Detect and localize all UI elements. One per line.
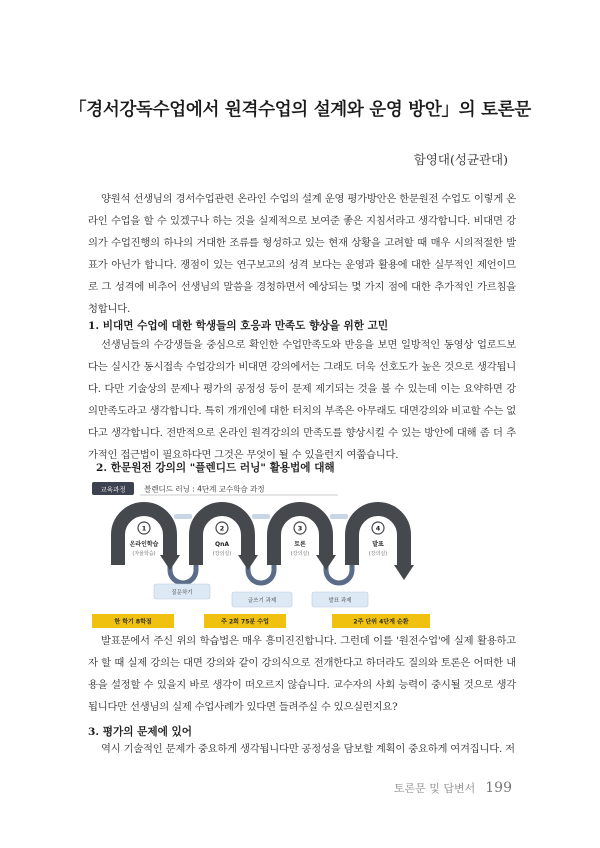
arch-accent-3: [330, 514, 348, 519]
connector-label-2: 글쓰기 과제: [247, 598, 277, 604]
step-1-num: 1: [141, 524, 147, 533]
step-1-name: 온라인학습: [129, 541, 159, 548]
step-4-name: 발표: [372, 541, 384, 548]
section1-heading: 1. 비대면 수업에 대한 학생들의 호응과 만족도 향상을 위한 고민: [88, 320, 389, 332]
bottom-label-2: 주 2회 75분 수업: [221, 618, 269, 626]
step-3-num: 3: [297, 524, 303, 533]
bottom-label-1: 한 학기 8학점: [114, 618, 152, 626]
figure-title: 블렌디드 러닝 : 4단계 교수학습 과정: [144, 484, 265, 494]
section3-paragraph: [88, 738, 516, 760]
arch-accent-1: [174, 514, 192, 519]
figure-tag: 교육과정: [100, 485, 126, 494]
section2-heading: 2. 한문원전 강의의 "플렌디드 러닝" 활용법에 대해: [96, 462, 335, 474]
section2-paragraph: [88, 630, 516, 718]
page-number: 199: [485, 780, 512, 796]
author-name: 함영대(성균관대): [413, 152, 508, 167]
bottom-label-3: 2주 단위 4단계 순환: [353, 618, 409, 626]
footer-label: 토론문 및 답변서: [393, 782, 476, 795]
step-3-name: 토론: [294, 541, 306, 548]
intro-paragraph: [88, 188, 516, 320]
step-2-num: 2: [219, 524, 225, 533]
section1-text: 선생님들의 수강생들을 중심으로 확인한 수업만족도와 반응을 보면 일방적인 동영상 업로드보다는 실시간 동시접속 수업강의가 비대면 강의에서는 그래도 더욱 선호도가 높은 것으로 생각됩니다. 다만 기술상의 문제나 평가의 공정성 등이 문제 제기되는 것을 볼 수 있는데 이는 요약하면 강의만족도라고 생각합니다. 특히 개개인에 대한 터치의 부족은 아무래도 대면강의와 비교할 수는 없다고 생각합니다. 전반적으로 온라인 원격강의의 만족도를 향상시킬 수 있는 방안에 대해 좀 더 추가적인 접근법이 필요하다면 그것은 무엇이 될 수 있을런지 여쭙습니다.: [88, 339, 516, 461]
page-title: 「경서강독수업에서 원격수업의 설계와 운영 방안」의 토론문: [69, 100, 531, 120]
connector-label-3: 발표 과제: [328, 598, 352, 604]
section3-text: 역시 기술적인 문제가 중요하게 생각됩니다만 공정성을 담보할 계획이 중요하게 여겨집니다. 저: [101, 743, 515, 755]
arch-accent-2: [252, 514, 270, 519]
step-1-sub: (자율학습): [132, 551, 156, 557]
section3-heading: 3. 평가의 문제에 있어: [88, 726, 192, 738]
section1-paragraph: [88, 334, 516, 466]
blended-learning-diagram: [88, 480, 516, 630]
section2-text: 발표문에서 주신 위의 학습법은 매우 흥미진진합니다. 그런데 이를 '원전수업'에 실제 활용하고자 할 때 실제 강의는 대면 강의와 같이 강의식으로 전개한다고 하더라도 질의와 토론은 어떠한 내용을 설정할 수 있을지 바로 생각이 떠오르지 않습니다. 교수자의 사회 능력이 중시될 것으로 생각됩니다만 선생님의 실제 수업사례가 있다면 들려주실 수 있으실런지요?: [88, 635, 516, 713]
blended-learning-figure: [88, 480, 516, 630]
step-4-sub: (강의실): [368, 551, 388, 557]
page-footer: [394, 780, 512, 796]
step-4-num: 4: [375, 524, 381, 533]
step-2-sub: (강의실): [212, 551, 232, 557]
intro-text: 양원석 선생님의 경서수업관련 온라인 수업의 설계 운영 평가방안은 한문원전 수업도 이렇게 온라인 수업을 할 수 있겠구나 하는 것을 실제적으로 보여준 좋은 지침서라고 생각합니다. 비대면 강의가 수업진행의 하나의 거대한 조류를 형성하고 있는 현재 상황을 고려할 때 매우 시의적절한 발표가 아닌가 합니다. 쟁점이 있는 연구보고의 성격 보다는 운영과 활용에 대한 실무적인 제언이므로 그 성격에 비추어 선생님의 말씀을 경청하면서 예상되는 몇 가지 점에 대한 추가적인 가르침을 청합니다.: [88, 193, 516, 315]
step-2-name: QnA: [214, 541, 230, 548]
connector-label-1: 질문하기: [171, 590, 193, 596]
step-3-sub: (강의실): [290, 551, 310, 557]
